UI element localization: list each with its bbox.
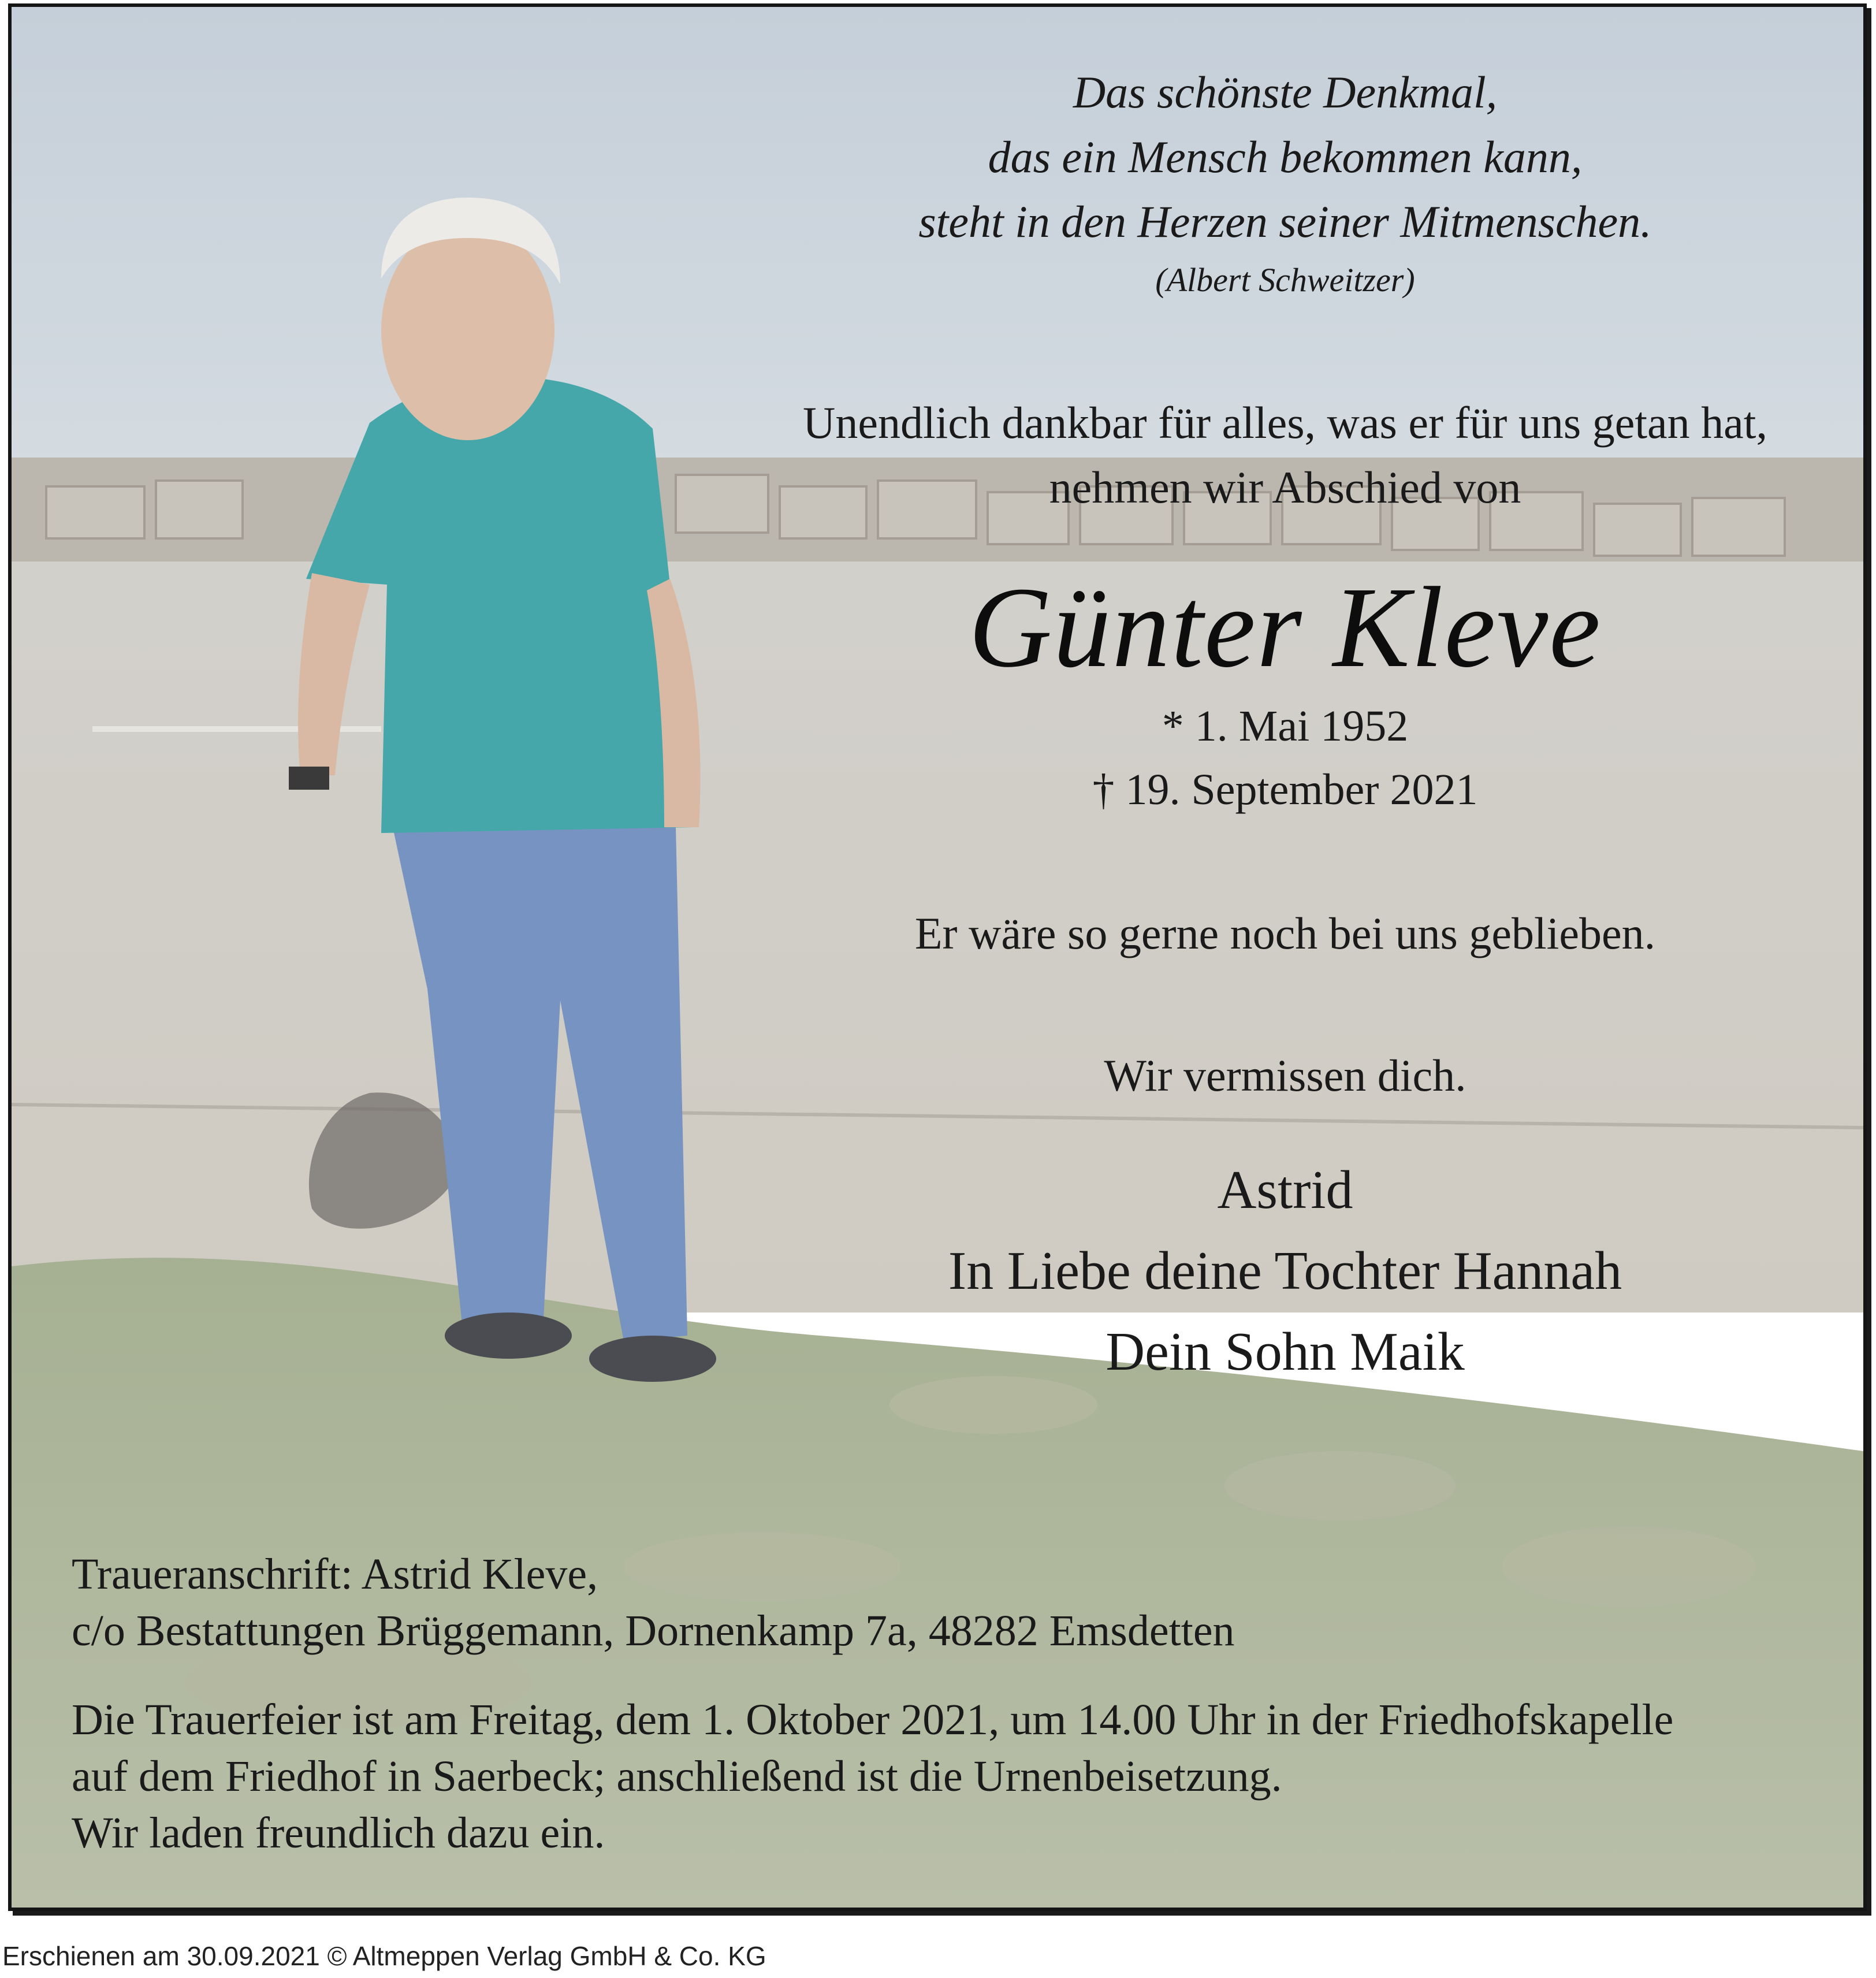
ceremony-line-3: Wir laden freundlich dazu ein. <box>72 1809 605 1857</box>
deceased-block <box>693 562 1867 821</box>
message-line-2: Wir vermissen dich. <box>1104 1050 1466 1100</box>
message-2 <box>693 1043 1867 1108</box>
address-block <box>72 1546 1851 1659</box>
family-member-1: Astrid <box>1217 1160 1353 1220</box>
quote-line-2: das ein Mensch bekommen kann, <box>988 132 1583 182</box>
obituary-notice <box>8 3 1867 1911</box>
address-line-2: c/o Bestattungen Brüggemann, Dornenkamp 7a, 48282 Emsdetten <box>72 1607 1235 1655</box>
quote-author: (Albert Schweitzer) <box>1155 261 1415 299</box>
deceased-name: Günter Kleve <box>969 564 1602 691</box>
intro-block <box>693 391 1867 520</box>
quote-line-1: Das schönste Denkmal, <box>1073 67 1498 117</box>
ceremony-line-2: auf dem Friedhof in Saerbeck; anschließend ist die Urnenbeisetzung. <box>72 1752 1282 1801</box>
quote-block <box>693 60 1867 306</box>
family-member-2: In Liebe deine Tochter Hannah <box>948 1241 1622 1301</box>
publication-footer: Erschienen am 30.09.2021 © Altmeppen Verlag GmbH & Co. KG <box>2 1941 766 1971</box>
family-member-3: Dein Sohn Maik <box>1106 1322 1465 1382</box>
ceremony-block <box>72 1691 1851 1861</box>
family-block <box>693 1150 1867 1392</box>
birth-date: * 1. Mai 1952 <box>1162 702 1409 750</box>
intro-line-1: Unendlich dankbar für alles, was er für uns getan hat, <box>803 397 1767 448</box>
ceremony-line-1: Die Trauerfeier ist am Freitag, dem 1. Oktober 2021, um 14.00 Uhr in der Friedhofskapelle <box>72 1696 1674 1744</box>
death-date: † 19. September 2021 <box>1092 765 1478 814</box>
notice-text <box>12 7 1863 1908</box>
address-line-1: Traueranschrift: Astrid Kleve, <box>72 1550 598 1598</box>
intro-line-2: nehmen wir Abschied von <box>1049 462 1521 512</box>
message-1 <box>693 901 1867 966</box>
message-line-1: Er wäre so gerne noch bei uns geblieben. <box>914 908 1656 958</box>
quote-line-3: steht in den Herzen seiner Mitmenschen. <box>918 196 1652 247</box>
